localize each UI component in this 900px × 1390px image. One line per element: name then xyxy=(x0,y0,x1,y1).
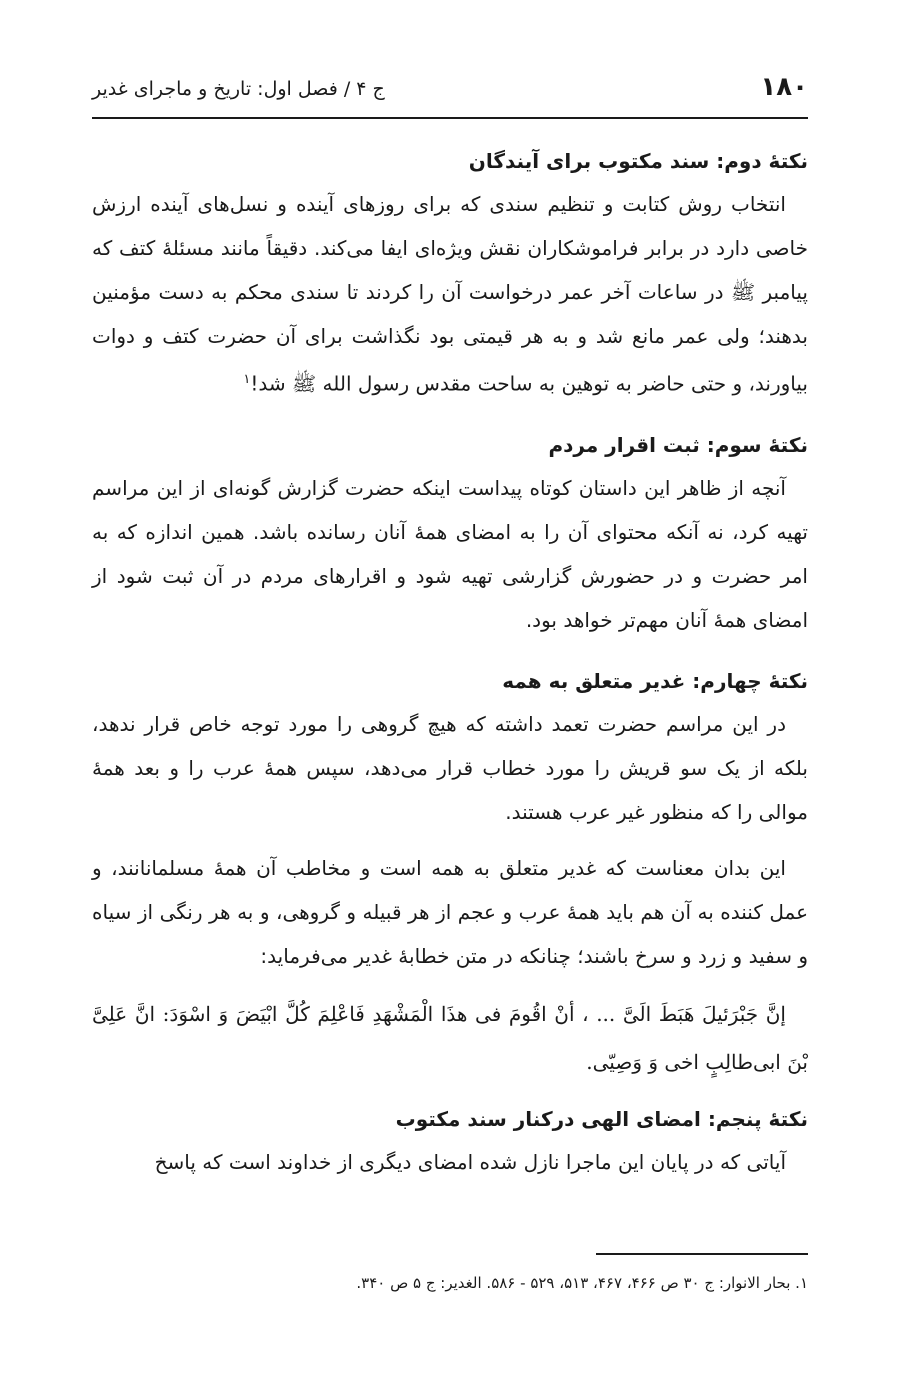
section-title-2: نکتۀ دوم: سند مکتوب برای آیندگان xyxy=(468,149,808,173)
header-rule xyxy=(92,117,808,119)
page-header xyxy=(92,72,808,112)
paragraph xyxy=(92,182,808,406)
section-title-5: نکتۀ پنجم: امضای الهی درکنار سند مکتوب xyxy=(395,1106,808,1131)
page-body xyxy=(92,140,808,1184)
paragraph: این بدان معناست که غدیر متعلق به همه است و مخاطب آن همۀ مسلمانانند، و عمل کننده به آن هم باید همۀ عرب و عجم از هر قبیله و گروهی، و به هر رنگی از سیاه و سفید و زرد و سرخ باشند؛ چنانکه در متن خطابۀ غدیر می‌فرماید: xyxy=(92,855,808,968)
section-title-3: نکتۀ سوم: ثبت اقرار مردم xyxy=(548,432,808,457)
page-number: ۱۸۰ xyxy=(760,72,808,102)
paragraph: در این مراسم حضرت تعمد داشته که هیچ گروهی را مورد توجه خاص قرار ندهد، بلکه از یک سو قریش را مورد خطاب قرار می‌دهد، سپس همۀ عرب را و بعد همۀ موالی را که منظور غیر عرب هستند. xyxy=(92,711,808,824)
footnote-rule xyxy=(596,1253,808,1255)
footnote: ۱. بحار الانوار: ج ۳۰ ص ۴۶۶، ۴۶۷، ۵۱۳، ۵۲۹ - ۵۸۶. الغدیر: ج ۵ ص ۳۴۰. xyxy=(356,1274,808,1292)
footnote-ref[interactable]: ۱ xyxy=(243,372,251,387)
paragraph: آیاتی که در پایان این ماجرا نازل شده امضای دیگری از خداوند است که پاسخ xyxy=(154,1149,786,1174)
section-title-4: نکتۀ چهارم: غدیر متعلق به همه xyxy=(502,668,808,693)
running-head: ج ۴ / فصل اول: تاریخ و ماجرای غدیر xyxy=(92,78,385,100)
arabic-quote: إنَّ جَبْرَئیلَ هَبَطَ الَیَّ ... ، أنْ اقُومَ فی هذَا الْمَشْهَدِ فَاعْلِمَ كُلَّ ابْیَضَ وَ اسْوَدَ: انَّ عَلِیَّ بْنَ ابی‌طالِبٍ اخی وَ وَصِیّی. xyxy=(92,1001,808,1074)
paragraph: آنچه از ظاهر این داستان کوتاه پیداست اینکه حضرت گزارش گونه‌ای از این مراسم تهیه کرد، نه آنکه محتوای آن را به امضای همۀ آنان رسانده باشد. همین اندازه که به امر حضرت و در حضورش گزارشی تهیه شود و اقرارهای مردم در آن ثبت شود از امضای همۀ آنان مهم‌تر خواهد بود. xyxy=(92,475,808,632)
book-page xyxy=(92,0,808,1390)
paragraph-text: انتخاب روش کتابت و تنظیم سندی که برای روزهای آینده و نسل‌های آینده ارزش خاصی دارد در برابر فراموشکاران نقش ویژه‌ای ایفا می‌کند. دقیقاً مانند مسئلۀ کتف که پیامبر ﷺ در ساعات آخر عمر درخواست آن را کردند تا سندی محکم به دست مؤمنین بدهند؛ ولی عمر مانع شد و به هر قیمتی بود نگذاشت برای آن حضرت کتف و دوات بیاورند، و حتی حاضر به توهین به ساحت مقدس رسول الله ﷺ شد! xyxy=(92,192,808,396)
